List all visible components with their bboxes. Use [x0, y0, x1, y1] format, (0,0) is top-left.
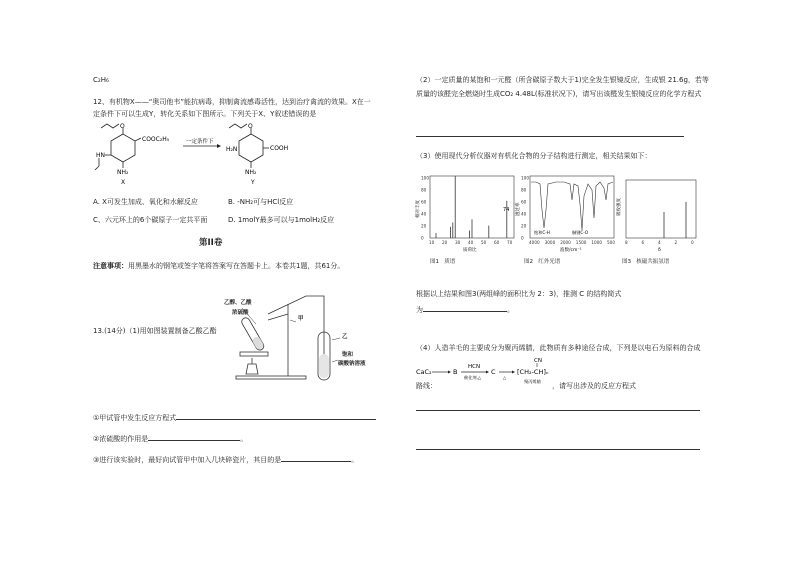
q13-sub2-text: ②浓硫酸的作用是	[93, 435, 149, 443]
q13-sub1-text: ①甲试管中发生反应方程式	[93, 414, 177, 422]
f1-yticks-4: 20	[421, 223, 427, 229]
f2-yticks-2: 60	[521, 199, 527, 205]
y-h2n-label: H₂N	[226, 146, 238, 153]
fig2-annotation-co: 醚键C-O	[572, 230, 589, 235]
q12-option-b: B. -NH₂可与HCl反应	[228, 198, 294, 206]
f2-yticks-3: 40	[521, 211, 527, 217]
label-jia: 甲	[298, 316, 304, 322]
fig3-ylabel: 吸收强度	[617, 198, 622, 216]
fig3-caption: 图3 核磁共振氢谱	[622, 259, 670, 265]
f1-yticks-2: 60	[421, 199, 427, 205]
q13-sub3	[93, 456, 358, 465]
f3-xticks-4: 0	[691, 240, 694, 245]
label-y: Y	[251, 179, 255, 186]
fig3-xlabel: δ	[658, 248, 661, 253]
q2-line1: （2）一定质量的某饱和一元醛（所含碳原子数大于1)完全发生银镜反应，生成银 21.6g，若等	[416, 76, 709, 84]
fig1-caption: 图1 质谱	[430, 259, 456, 265]
q4-line1: （4）人造羊毛的主要成分为聚丙烯腈，此物质有多种途径合成，下列是以电石为原料的合成	[416, 344, 701, 352]
f1-xticks-6: 70	[507, 240, 513, 245]
q13-sub1-blank[interactable]	[176, 419, 376, 420]
q13-intro: 13.(14分)（1)用如图装置制备乙酸乙酯	[93, 327, 217, 335]
q12-line1: 12、有机物X——“奥司他韦”能抗病毒，抑制禽流感毒活性，达到治疗禽流的效果。X在一	[93, 98, 371, 106]
q13-sub3-text: ③进行该实验时，最好向试管甲中加入几块碎瓷片，其目的是	[93, 456, 282, 464]
f2-xticks-3: 1500	[575, 240, 587, 245]
q3-answer-line1: 根据以上结果和图3(两组峰的面积比为 2：3)，推测 C 的结构简式	[416, 290, 622, 298]
x-o-label: O	[120, 123, 125, 130]
q3-text: （3）使用现代分析仪器对有机化合物的分子结构进行测定，相关结果如下：	[416, 152, 652, 160]
label-yi: 乙	[342, 334, 348, 340]
x-ester-label: COOC₂H₅	[142, 136, 170, 143]
delivery-tube	[268, 296, 324, 362]
q13-sub2	[93, 435, 247, 444]
f1-yticks-0: 100	[421, 175, 429, 181]
f1-xticks-4: 50	[481, 240, 487, 245]
y-cooh-label: COOH	[270, 145, 289, 152]
f2-xticks-0: 4000	[529, 240, 540, 245]
f2-xticks-5: 500	[607, 240, 615, 245]
q3-answer-line2	[416, 306, 514, 315]
q4-route-label: 路线：	[416, 382, 437, 390]
scheme-start: CaC₂	[416, 368, 432, 376]
arrow-condition-label: 一定条件下	[186, 139, 214, 145]
fig2-ylabel: 透过率	[516, 202, 521, 216]
figure-1-mass-spectrum	[414, 170, 518, 254]
f1-yticks-1: 80	[421, 187, 427, 193]
f2-xticks-2: 2000	[560, 240, 571, 245]
f1-xticks-0: 10	[429, 240, 435, 245]
scheme-polymer-name: 聚丙烯腈	[524, 379, 541, 384]
f2-xticks-1: 3000	[544, 240, 556, 245]
section-title: 第II卷	[199, 238, 223, 248]
notice-text: 用黑墨水的钢笔或签字笔将答案写在答题卡上。本卷共1题，共61分。	[128, 262, 345, 270]
f3-xticks-0: 8	[625, 240, 628, 245]
label-saturated-1: 饱和	[342, 352, 354, 358]
notice-label: 注意事项：	[93, 262, 128, 270]
q13-sub3-blank[interactable]	[281, 461, 351, 462]
notice	[93, 262, 344, 271]
q12-line2: 定条件下可以生成Y，转化关系如下图所示。下列关于X、Y叙述错误的是	[93, 110, 317, 118]
q12-option-a: A. X可发生加成、氧化和水解反应	[93, 198, 198, 206]
x-ring	[111, 134, 135, 162]
label-saturated-2: 碳酸钠溶液	[338, 361, 366, 367]
q3-answer-period: 。	[507, 306, 514, 314]
f2-yticks-0: 100	[521, 175, 529, 181]
fig1-xlabel: 质荷比	[463, 248, 477, 253]
q2-line2: 质量的该醛完全燃烧时生成CO₂ 4.48L(标准状况下)，请写出该醛发生银镜反应的化学方程式	[416, 90, 702, 98]
f3-xticks-1: 6	[641, 240, 645, 245]
top-formula: C₂H₆	[93, 76, 109, 84]
x-to-y-structure-diagram	[93, 120, 333, 188]
fig2-annotation-ch: 饱和C-H	[534, 230, 550, 235]
label-reagents-1: 乙醇、乙酸	[224, 300, 252, 306]
f3-xticks-2: 4	[658, 240, 661, 245]
q13-sub2-blank[interactable]	[148, 440, 240, 441]
x-hn-label: HN	[96, 152, 105, 159]
f1-yticks-5: 0	[421, 235, 424, 241]
figure-2-ir-spectrum	[514, 170, 618, 254]
scheme-reagent: HCN	[468, 364, 481, 370]
q4-answer-line-1[interactable]	[416, 410, 700, 411]
q2-answer-line[interactable]	[416, 136, 684, 137]
y-nh2-label: NH₂	[245, 169, 257, 176]
f1-xticks-5: 60	[494, 240, 500, 245]
f1-xticks-3: 40	[468, 240, 474, 245]
q12-option-d: D. 1molY最多可以与1molH₂反应	[228, 216, 335, 224]
x-nh2-label: NH₂	[117, 169, 129, 176]
scheme-b: B	[453, 368, 458, 376]
scheme-condition-2: △	[503, 375, 507, 380]
ir-trace	[531, 182, 613, 230]
q12-option-c: C、六元环上的6个碳原子一定共平面	[93, 216, 208, 224]
f2-yticks-5: 0	[521, 235, 524, 241]
fig2-xlabel: 波数/cm⁻¹	[560, 248, 582, 253]
f1-yticks-3: 40	[421, 211, 427, 217]
y-ring	[239, 134, 263, 162]
f1-xticks-2: 30	[455, 240, 461, 245]
f3-xticks-3: 2	[674, 240, 678, 245]
alcohol-lamp	[246, 364, 258, 374]
scheme-c: C	[491, 368, 496, 376]
scheme-polymer: [CH₂-CH]ₙ	[517, 368, 549, 376]
fig2-caption: 图2 红外光谱	[524, 259, 561, 265]
q3-answer-blank[interactable]	[423, 311, 507, 312]
label-reagents-2: 浓硫酸	[232, 310, 249, 316]
f1-xticks-1: 20	[442, 240, 448, 245]
scheme-cn: CN	[534, 358, 542, 364]
f2-yticks-4: 20	[521, 223, 527, 229]
q13-sub3-period: 。	[351, 456, 359, 464]
fig1-ylabel: 相对丰度	[416, 200, 421, 218]
figure-3-nmr-spectrum	[614, 170, 704, 254]
q3-answer-prefix: 为	[416, 306, 423, 314]
q13-sub1	[93, 414, 376, 423]
q4-answer-line-2[interactable]	[416, 449, 700, 450]
q13-sub2-period: 。	[240, 435, 248, 443]
q4-tail: ，请写出涉及的反应方程式	[552, 382, 636, 390]
fig1-peak-label: 74	[503, 207, 510, 213]
label-x: X	[121, 179, 126, 186]
f2-xticks-4: 1000	[591, 240, 603, 245]
y-o-label: O	[248, 123, 253, 130]
scheme-condition: 催化剂,△	[464, 375, 482, 380]
f2-yticks-1: 80	[521, 187, 527, 193]
